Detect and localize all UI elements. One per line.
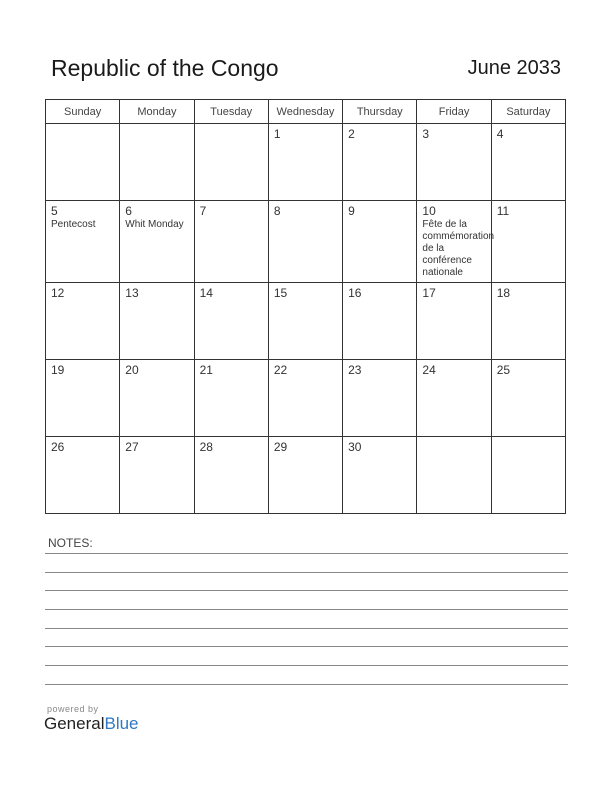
note-line bbox=[45, 553, 568, 554]
footer-branding bbox=[44, 704, 139, 734]
day-cell bbox=[343, 201, 417, 283]
day-number: 1 bbox=[273, 127, 281, 141]
day-number: 28 bbox=[199, 440, 213, 454]
day-cell bbox=[417, 201, 495, 283]
day-cell bbox=[194, 283, 268, 360]
day-number: 16 bbox=[348, 286, 362, 300]
weekday-saturday: Saturday bbox=[491, 100, 565, 124]
weekday-friday: Friday bbox=[417, 100, 491, 124]
day-number: 10 bbox=[422, 204, 436, 218]
week-row bbox=[46, 124, 566, 201]
notes-label: NOTES: bbox=[48, 536, 93, 550]
day-cell bbox=[491, 437, 565, 514]
day-cell bbox=[46, 201, 120, 283]
day-cell bbox=[46, 360, 120, 437]
day-cell bbox=[343, 124, 417, 201]
brand-blue: Blue bbox=[104, 714, 139, 733]
day-cell bbox=[194, 437, 268, 514]
week-row bbox=[46, 283, 566, 360]
day-number: 5 bbox=[51, 204, 58, 218]
calendar-grid bbox=[45, 99, 566, 514]
day-cell bbox=[268, 437, 342, 514]
day-cell bbox=[491, 283, 565, 360]
weekday-sunday: Sunday bbox=[46, 100, 120, 124]
holiday-label: Fête de la commémoration de la conférence nationale bbox=[422, 219, 495, 278]
month-year-title: June 2033 bbox=[467, 57, 561, 79]
note-line bbox=[45, 590, 568, 591]
day-cell bbox=[46, 437, 120, 514]
day-number: 22 bbox=[273, 363, 288, 377]
day-cell bbox=[194, 124, 268, 201]
day-number: 15 bbox=[273, 286, 288, 300]
day-cell bbox=[343, 437, 417, 514]
powered-by-label: powered by bbox=[47, 704, 99, 714]
country-title: Republic of the Congo bbox=[51, 55, 279, 81]
weekday-wednesday: Wednesday bbox=[268, 100, 342, 124]
day-number: 9 bbox=[348, 204, 355, 218]
weekday-monday: Monday bbox=[120, 100, 194, 124]
note-line bbox=[45, 572, 568, 573]
note-line bbox=[45, 684, 568, 685]
day-cell bbox=[417, 437, 491, 514]
day-number: 13 bbox=[125, 286, 139, 300]
day-number: 7 bbox=[199, 204, 207, 218]
day-number: 23 bbox=[348, 363, 362, 377]
week-row bbox=[46, 201, 566, 283]
weekday-thursday: Thursday bbox=[343, 100, 417, 124]
day-number: 30 bbox=[348, 440, 362, 454]
day-number: 29 bbox=[273, 440, 288, 454]
day-cell bbox=[120, 283, 194, 360]
day-cell bbox=[268, 124, 342, 201]
day-number: 14 bbox=[199, 286, 213, 300]
day-cell bbox=[343, 360, 417, 437]
day-number: 3 bbox=[422, 127, 430, 141]
day-cell bbox=[491, 201, 565, 283]
generalblue-logo bbox=[44, 714, 139, 734]
day-number: 11 bbox=[496, 204, 510, 218]
day-cell bbox=[120, 437, 194, 514]
week-row bbox=[46, 437, 566, 514]
holiday-label: Pentecost bbox=[51, 219, 96, 230]
day-number: 8 bbox=[273, 204, 281, 218]
day-cell bbox=[194, 360, 268, 437]
day-cell bbox=[268, 283, 342, 360]
day-cell bbox=[491, 124, 565, 201]
day-number: 19 bbox=[51, 363, 65, 377]
note-line bbox=[45, 628, 568, 629]
weekday-tuesday: Tuesday bbox=[194, 100, 268, 124]
note-line bbox=[45, 665, 568, 666]
day-cell bbox=[343, 283, 417, 360]
day-number: 18 bbox=[496, 286, 511, 300]
weekday-header-row bbox=[46, 100, 566, 124]
day-number: 6 bbox=[125, 204, 132, 218]
day-number: 25 bbox=[496, 363, 511, 377]
day-cell bbox=[194, 201, 268, 283]
day-cell bbox=[46, 283, 120, 360]
day-number: 20 bbox=[125, 363, 139, 377]
day-cell bbox=[268, 360, 342, 437]
day-cell bbox=[491, 360, 565, 437]
day-cell bbox=[268, 201, 342, 283]
day-cell bbox=[417, 124, 491, 201]
brand-general: General bbox=[44, 714, 105, 733]
day-number: 27 bbox=[125, 440, 139, 454]
day-number: 24 bbox=[422, 363, 436, 377]
day-cell bbox=[120, 124, 194, 201]
note-line bbox=[45, 646, 568, 647]
day-cell bbox=[120, 360, 194, 437]
day-cell bbox=[417, 283, 491, 360]
day-number: 4 bbox=[496, 127, 504, 141]
day-number: 2 bbox=[348, 127, 355, 141]
day-cell bbox=[417, 360, 491, 437]
day-number: 12 bbox=[51, 286, 65, 300]
day-cell bbox=[120, 201, 194, 283]
note-line bbox=[45, 609, 568, 610]
holiday-label: Whit Monday bbox=[125, 219, 184, 230]
day-number: 26 bbox=[51, 440, 65, 454]
week-row bbox=[46, 360, 566, 437]
day-number: 21 bbox=[199, 363, 213, 377]
day-cell bbox=[46, 124, 120, 201]
day-number: 17 bbox=[422, 286, 436, 300]
